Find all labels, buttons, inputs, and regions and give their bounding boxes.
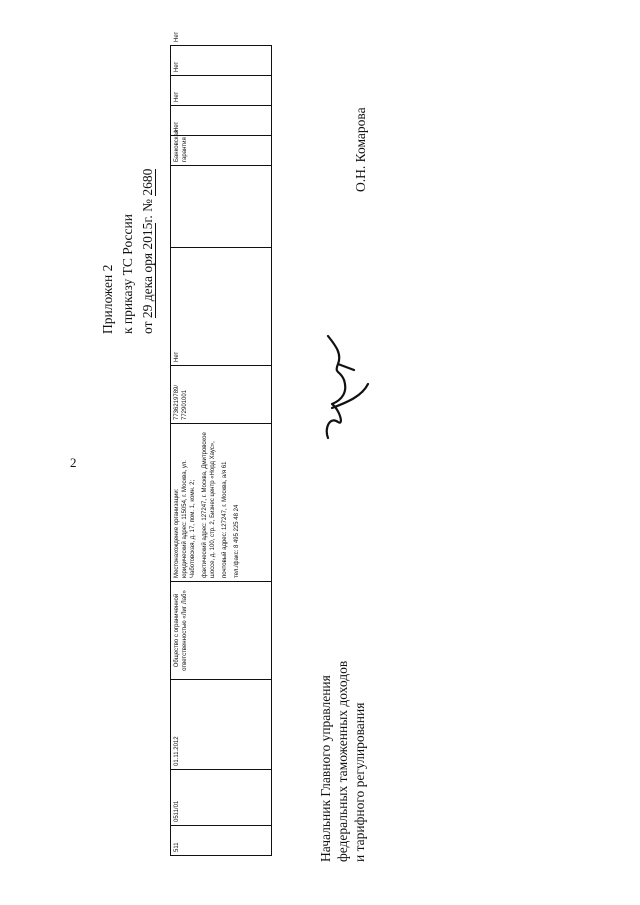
cell-col7 bbox=[171, 166, 272, 248]
annex-day: 29 bbox=[140, 304, 155, 319]
annex-month: дека оря bbox=[140, 252, 155, 305]
address-line: почтовый адрес: 127247, г. Москва, а/я 61 bbox=[222, 461, 228, 578]
annex-line1: Приложен 2 bbox=[100, 264, 115, 334]
signatory-title-line2: федеральных таможенных доходов bbox=[335, 660, 350, 862]
annex-header bbox=[98, 169, 158, 334]
annex-line2-a: к приказу bbox=[120, 275, 135, 334]
registry-table bbox=[170, 31, 272, 856]
address-line: тел./факс: 8 495 225 48 24 bbox=[234, 504, 240, 578]
signatory-title-line1: Начальник Главного управления bbox=[318, 675, 333, 862]
cell-date: 01.11.2012 bbox=[171, 680, 272, 770]
table-row: 511 0511/01 01.11.2012 Общество с ограниченной ответственностью «Лиг Лаб» Местонахождение организации: юридический адрес: 115054, г. Москва, ул. Чаботовская, д. 17, пом. 1, комн. 2; фактический адрес: 127247, г. Москва, Дмитровское шоссе, д. 100, стр. 2, Бизнес центр «Норд Хаус», почтовый адрес: 127247, г. Москва, а/я 61 тел./факс: 8 495 225 48 24 7736219789/ 772901001 Нет Банковская гарантия Нет Нет Нет Нет bbox=[171, 46, 272, 856]
handwritten-signature bbox=[318, 330, 370, 448]
signatory-title-line3: и тарифного регулирования bbox=[352, 702, 367, 862]
annex-line2 bbox=[118, 169, 138, 334]
annex-year: 2015 bbox=[140, 222, 155, 253]
annex-order-number: 2680 bbox=[140, 168, 155, 196]
annex-from: от bbox=[140, 318, 155, 334]
cell-number: 511 bbox=[171, 826, 272, 856]
cell-code: 0511/01 bbox=[171, 770, 272, 826]
annex-line2-b: ТС России bbox=[120, 214, 135, 276]
cell-col6: Нет bbox=[171, 248, 272, 366]
address-line: фактический адрес: 127247, г. Москва, Дмитровское шоссе, д. 100, стр. 2, Бизнес центр «Норд Хаус», bbox=[202, 432, 216, 578]
signatory-title bbox=[317, 661, 368, 862]
address-line: Местонахождение организации: bbox=[174, 488, 180, 578]
cell-col11: Нет bbox=[171, 46, 272, 76]
cell-col9: Нет bbox=[171, 106, 272, 136]
cell-inn-kpp: 7736219789/ 772901001 bbox=[171, 366, 272, 424]
cell-guarantee: Банковская гарантия bbox=[171, 136, 272, 166]
cell-org-name: Общество с ограниченной ответственностью «Лиг Лаб» bbox=[171, 582, 272, 680]
cell-address bbox=[171, 424, 272, 582]
page-number: 2 bbox=[70, 455, 77, 470]
signatory-name: О.Н. Комарова bbox=[353, 107, 368, 192]
annex-line3 bbox=[138, 169, 158, 334]
address-line: юридический адрес: 115054, г. Москва, ул. Чаботовская, д. 17, пом. 1, комн. 2; bbox=[182, 460, 196, 578]
annex-g-no: г. № bbox=[140, 195, 155, 223]
cell-col10: Нет bbox=[171, 76, 272, 106]
